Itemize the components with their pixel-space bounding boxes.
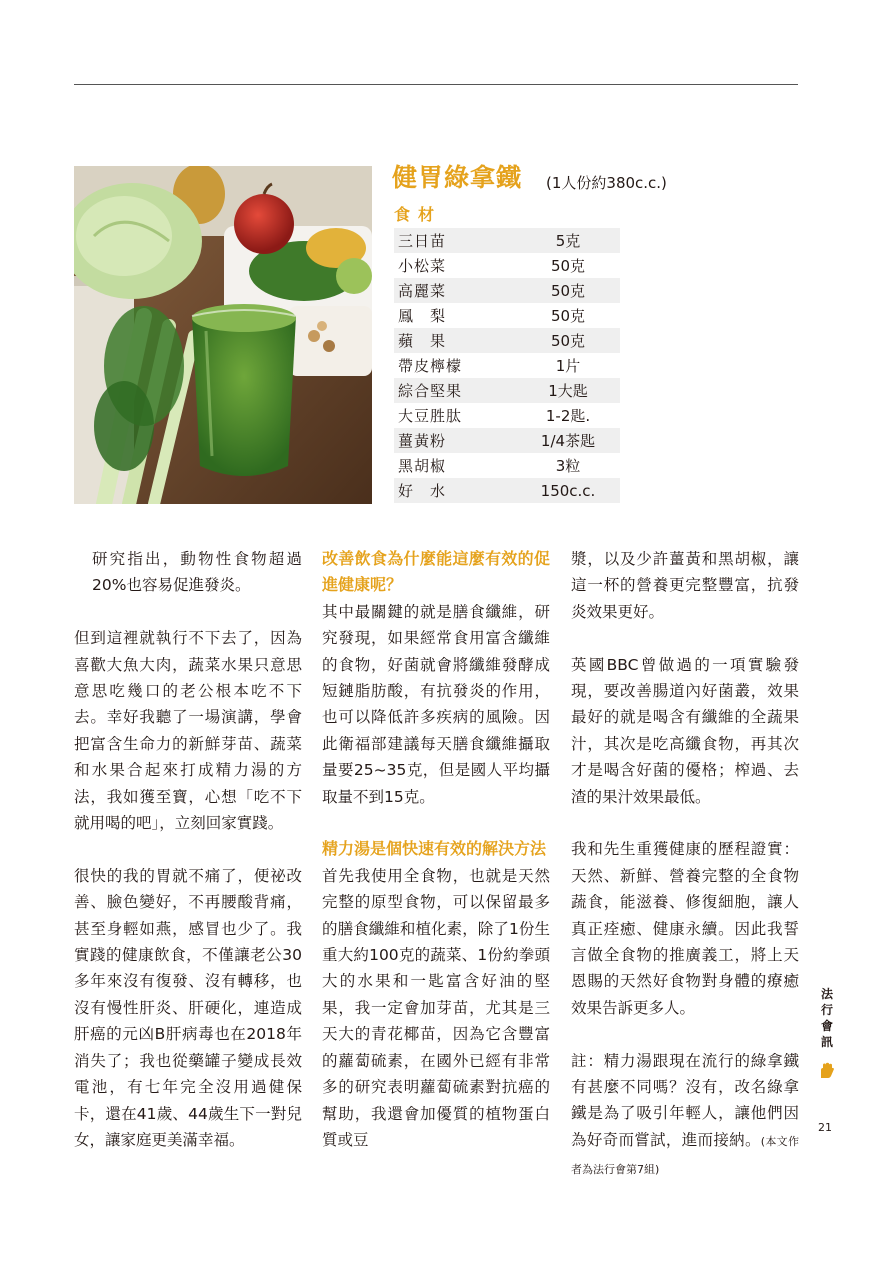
note-text: 註：精力湯跟現在流行的綠拿鐵有甚麼不同嗎？沒有，改名綠拿鐵是為了吸引年輕人，讓他們因為好奇而嘗試，進而接納。 [571,1051,799,1149]
paragraph: 漿，以及少許薑黃和黑胡椒，讓這一杯的營養更完整豐富，抗發炎效果更好。 [571,550,799,621]
ingredient-row [394,228,620,253]
ingredient-name: 高麗菜 [398,282,447,300]
ingredient-name: 小松菜 [398,257,447,275]
paragraph: 我和先生重獲健康的歷程證實：天然、新鮮、營養完整的全食物蔬食，能滋養、修復細胞，讓人真正痊癒、健康永續。因此我誓言做全食物的推廣義工，將上天恩賜的天然好食物對身體的療癒效果告訴更多人。 [571,840,799,1017]
article-column-2 [322,546,550,1180]
article-column-3 [571,546,799,1210]
ingredient-name: 三日苗 [398,232,447,250]
ingredient-name: 大豆胜肽 [398,407,463,425]
ingredients-heading: 食材 [394,205,443,224]
ingredient-amount: 1-2匙. [545,407,591,425]
ingredient-amount: 5克 [555,232,581,250]
top-rule [74,84,798,85]
ingredient-amount: 1/4茶匙 [540,432,596,450]
paragraph: 英國BBC曾做過的一項實驗發現，要改善腸道內好菌叢，效果最好的就是喝含有纖維的全蔬果汁，其次是吃高纖食物，再其次才是喝含好菌的優格；榨過、去渣的果汁效果最低。 [571,655,799,806]
smoothie-photo [74,166,372,504]
recipe-title: 健胃綠拿鐵 [392,163,523,192]
ingredient-name: 綜合堅果 [398,382,463,400]
ingredient-row [394,478,620,503]
article-column-1 [74,546,302,1180]
publication-title: 法行會訊 [820,987,833,1049]
section-heading: 精力湯是個快速有效的解決方法 [322,839,547,859]
ingredient-row [394,303,620,328]
ingredient-amount: 50克 [550,282,586,300]
ingredient-amount: 50克 [550,307,586,325]
section-heading: 改善飲食為什麼能這麼有效的促進健康呢？ [322,549,550,595]
paragraph: 但到這裡就執行不下去了，因為喜歡大魚大肉，蔬菜水果只意思意思吃幾口的老公根本吃不下去。幸好我聽了一場演講，學會把富含生命力的新鮮芽苗、蔬菜和水果合起來打成精力湯的方法，我如獲至寶，心想「吃不下就用喝的吧」，立刻回家實踐。 [74,629,302,833]
author-note: (本文作者為法行會第7組) [571,1134,799,1177]
ingredient-amount: 1大匙 [548,382,588,400]
paragraph: 首先我使用全食物，也就是天然完整的原型食物，可以保留最多的膳食纖維和植化素，除了1份生重大約100克的蔬菜、1份約拳頭大的水果和一匙富含好油的堅果，我一定會加芽苗，尤其是三天大的青花椰苗，因為它含豐富的蘿蔔硫素，在國外已經有非常多的研究表明蘿蔔硫素對抗癌的幫助，我還會加優質的植物蛋白質或豆 [322,866,550,1149]
ingredient-name: 黑胡椒 [398,457,447,475]
ingredient-name: 帶皮檸檬 [398,357,463,375]
ingredient-name: 鳳 梨 [398,307,447,325]
ingredient-row [394,278,620,303]
ingredient-row [394,353,620,378]
ingredient-amount: 50克 [550,332,586,350]
paragraph: 其中最關鍵的就是膳食纖維，研究發現，如果經常食用富含纖維的食物，好菌就會將纖維發酵成短鏈脂肪酸，有抗發炎的作用，也可以降低許多疾病的風險。因此衛福部建議每天膳食纖維攝取量要25~35克，但是國人平均攝取量不到15克。 [322,602,550,806]
hand-logo-icon [818,1062,836,1080]
ingredient-row [394,253,620,278]
ingredient-name: 蘋 果 [398,332,447,350]
ingredient-amount: 50克 [550,257,586,275]
paragraph: 研究指出，動物性食物超過20%也容易促進發炎。 [92,550,302,595]
ingredient-name: 好 水 [398,482,447,500]
ingredient-row [394,328,620,353]
ingredients-table [394,228,620,503]
recipe-serving: (1人份約380c.c.) [546,174,667,192]
ingredient-row [394,428,620,453]
ingredient-row [394,378,620,403]
ingredient-amount: 3粒 [555,457,581,475]
page-number: 21 [818,1121,832,1134]
ingredient-name: 薑黃粉 [398,432,447,450]
note-paragraph [571,1048,799,1184]
ingredient-amount: 150c.c. [540,481,596,500]
ingredient-amount: 1片 [555,357,581,375]
ingredient-row [394,403,620,428]
ingredient-row [394,453,620,478]
paragraph: 很快的我的胃就不痛了，便祕改善、臉色變好，不再腰酸背痛，甚至身輕如燕，感冒也少了。我實踐的健康飲食，不僅讓老公30多年來沒有復發、沒有轉移，也沒有慢性肝炎、肝硬化，連造成肝癌的元凶B肝病毒也在2018年消失了；我也從藥罐子變成長效電池，有七年完全沒用過健保卡，還在41歲、44歲生下一對兒女，讓家庭更美滿幸福。 [74,866,302,1149]
